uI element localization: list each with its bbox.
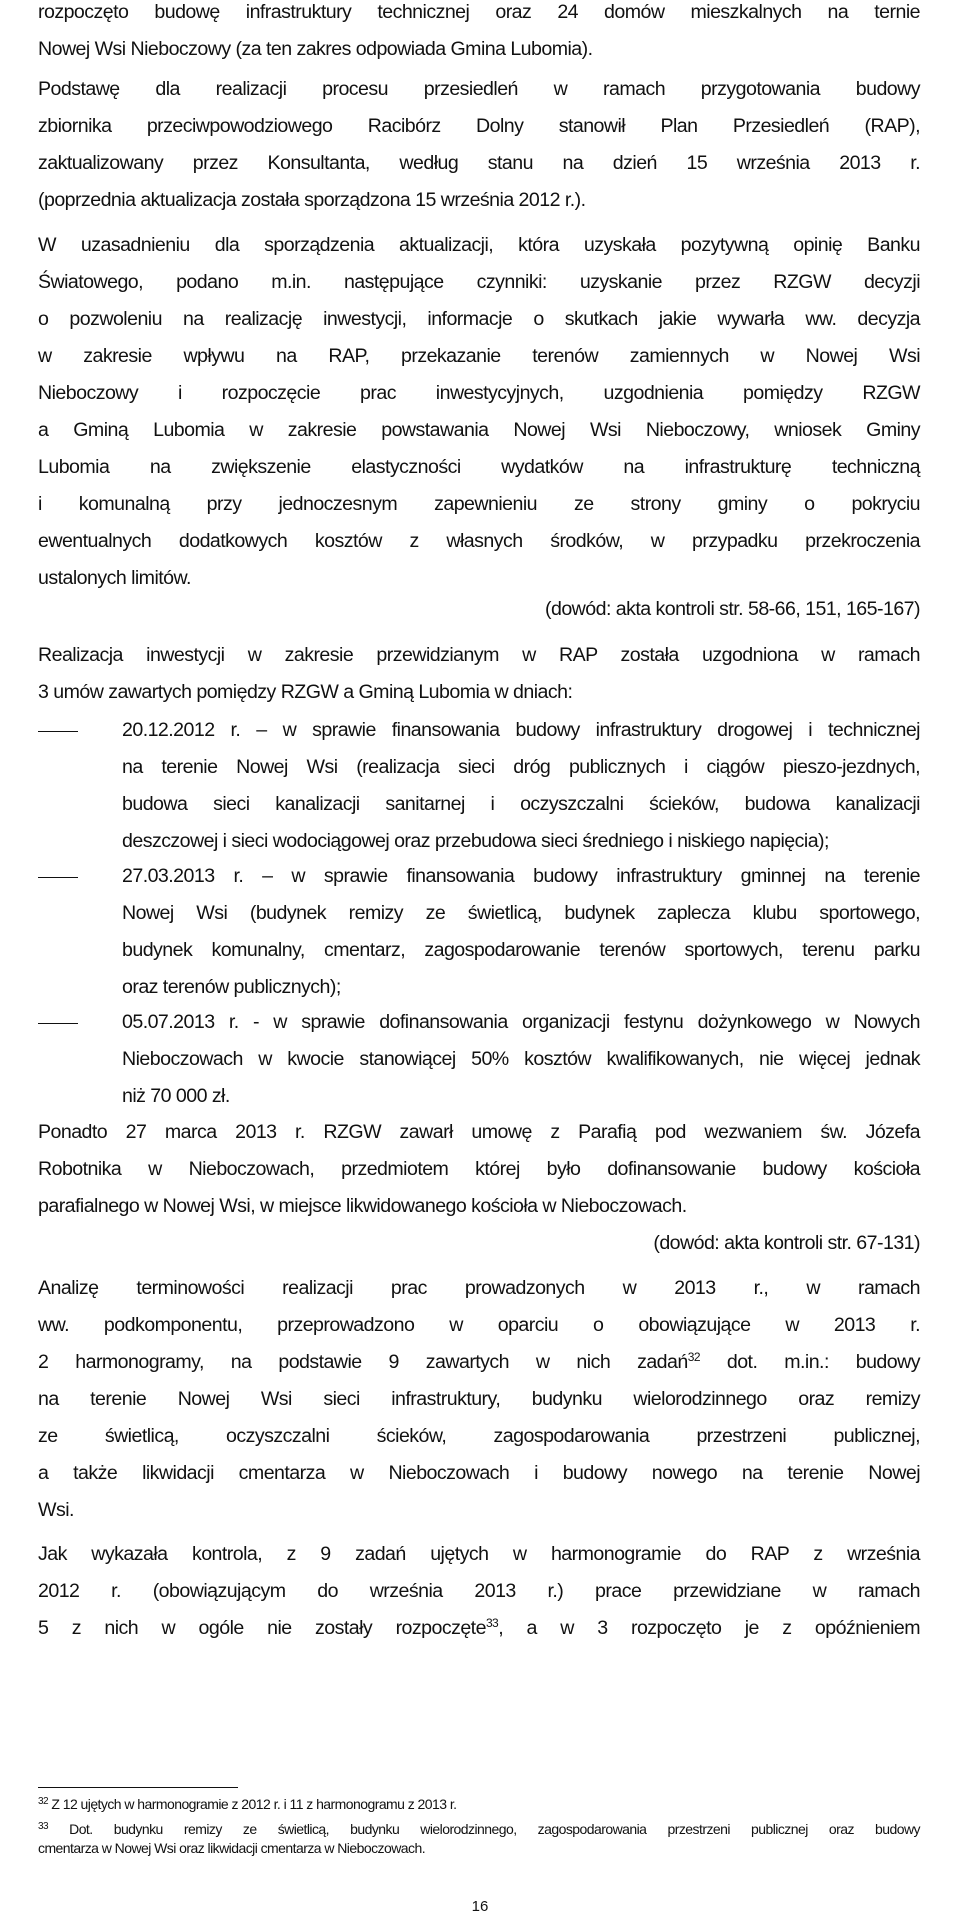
text-fragment: 5 z nich w ogóle nie zostały rozpoczęte xyxy=(38,1617,486,1639)
footnote-number: 33 xyxy=(38,1821,49,1832)
evidence-text: (dowód: akta kontroli str. 58-66, 151, 165-167) xyxy=(545,598,920,620)
footnote-text xyxy=(38,1795,920,1814)
text-line xyxy=(38,1344,920,1381)
paragraph-timeliness-analysis xyxy=(38,1270,920,1529)
text-fragment: , a w 3 rozpoczęto je z opóźnieniem xyxy=(498,1617,920,1639)
paragraph-continuation xyxy=(38,0,920,68)
paragraph-control-findings xyxy=(38,1536,920,1647)
footnote-ref[interactable]: 32 xyxy=(687,1350,700,1364)
text-line: zaktualizowany przez Konsultanta, według stanu na dzień 15 września 2013 r. xyxy=(38,152,920,174)
evidence-note xyxy=(38,591,920,628)
text-line: zbiornika przeciwpowodziowego Racibórz Dolny stanowił Plan Przesiedleń (RAP), xyxy=(38,115,920,137)
text-line: 05.07.2013 r. - w sprawie dofinansowania organizacji festynu dożynkowego w Nowych xyxy=(122,1011,920,1033)
text-line: 20.12.2012 r. – w sprawie finansowania budowy infrastruktury drogowej i technicznej xyxy=(122,719,920,741)
text-line: ewentualnych dodatkowych kosztów z własnych środków, w przypadku przekroczenia xyxy=(38,530,920,552)
list-item xyxy=(122,712,920,860)
text-line: w zakresie wpływu na RAP, przekazanie terenów zamiennych w Nowej Wsi xyxy=(38,345,920,367)
text-line: ze świetlicą, oczyszczalni ścieków, zagospodarowania przestrzeni publicznej, xyxy=(38,1425,920,1447)
footnote-text: cmentarza w Nowej Wsi oraz likwidacji cmentarza w Nieboczowach. xyxy=(38,1840,426,1856)
text-line: W uzasadnieniu dla sporządzenia aktualizacji, która uzyskała pozytywną opinię Banku xyxy=(38,234,920,256)
paragraph-agreements xyxy=(38,637,920,711)
dash-bullet-icon xyxy=(38,731,78,732)
text-fragment: 2 harmonogramy, na podstawie 9 zawartych w nich zadań xyxy=(38,1351,688,1373)
text-line: Analizę terminowości realizacji prac prowadzonych w 2013 r., w ramach xyxy=(38,1277,920,1299)
footnote-separator xyxy=(38,1787,238,1788)
text-line: Nieboczowach w kwocie stanowiącej 50% kosztów kwalifikowanych, nie więcej jednak xyxy=(122,1048,920,1070)
text-line: Nieboczowy i rozpoczęcie prac inwestycyjnych, uzgodnienia pomiędzy RZGW xyxy=(38,382,920,404)
text-line: Światowego, podano m.in. następujące czynniki: uzyskanie przez RZGW decyzji xyxy=(38,271,920,293)
text-fragment: dot. m.in.: budowy xyxy=(699,1351,920,1373)
text-line: Nowej Wsi (budynek remizy ze świetlicą, budynek zaplecza klubu sportowego, xyxy=(122,902,920,924)
text-line: budynek komunalny, cmentarz, zagospodarowanie terenów sportowych, terenu parku xyxy=(122,939,920,961)
text-line: (poprzednia aktualizacja została sporządzona 15 września 2012 r.). xyxy=(38,189,586,211)
paragraph-justification xyxy=(38,227,920,597)
text-fragment: Dot. budynku remizy ze świetlicą, budynku wielorodzinnego, zagospodarowania przestrzeni publicznej oraz budowy xyxy=(48,1821,920,1837)
text-line: budowa sieci kanalizacji sanitarnej i oczyszczalni ścieków, budowa kanalizacji xyxy=(122,793,920,815)
dash-bullet-icon xyxy=(38,1023,78,1024)
footnote-ref[interactable]: 33 xyxy=(485,1616,499,1630)
text-line: a Gminą Lubomia w zakresie powstawania Nowej Wsi Nieboczowy, wniosek Gminy xyxy=(38,419,920,441)
text-line: Podstawę dla realizacji procesu przesiedleń w ramach przygotowania budowy xyxy=(38,78,920,100)
text-line: Ponadto 27 marca 2013 r. RZGW zawarł umowę z Parafią pod wezwaniem św. Józefa xyxy=(38,1121,920,1143)
text-line: rozpoczęto budowę infrastruktury technicznej oraz 24 domów mieszkalnych na ternie xyxy=(38,1,920,23)
footnote-text xyxy=(38,1820,920,1839)
footnote-number: 32 xyxy=(38,1796,49,1807)
text-line: i komunalną przy jednoczesnym zapewnieniu ze strony gminy o pokryciu xyxy=(38,493,920,515)
evidence-note xyxy=(38,1225,920,1262)
text-line xyxy=(38,1610,920,1647)
text-line: oraz terenów publicznych); xyxy=(122,976,341,998)
evidence-text: (dowód: akta kontroli str. 67-131) xyxy=(653,1232,920,1254)
footnote-33 xyxy=(38,1820,920,1858)
list-item xyxy=(122,1004,920,1115)
text-line: parafialnego w Nowej Wsi, w miejsce likwidowanego kościoła w Nieboczowach. xyxy=(38,1195,687,1217)
text-line: na terenie Nowej Wsi sieci infrastruktury, budynku wielorodzinnego oraz remizy xyxy=(38,1388,920,1410)
text-fragment: Z 12 ujętych w harmonogramie z 2012 r. i 11 z harmonogramu z 2013 r. xyxy=(48,1796,457,1812)
page-number: 16 xyxy=(471,1898,489,1915)
text-line: a także likwidacji cmentarza w Nieboczowach i budowy nowego na terenie Nowej xyxy=(38,1462,920,1484)
text-line: Robotnika w Nieboczowach, przedmiotem której było dofinansowanie budowy kościoła xyxy=(38,1158,920,1180)
text-line: ustalonych limitów. xyxy=(38,567,191,589)
text-line: ww. podkomponentu, przeprowadzono w oparciu o obowiązujące w 2013 r. xyxy=(38,1314,920,1336)
text-line: Jak wykazała kontrola, z 9 zadań ujętych w harmonogramie do RAP z września xyxy=(38,1543,920,1565)
text-line: Nowej Wsi Nieboczowy (za ten zakres odpowiada Gmina Lubomia). xyxy=(38,38,593,60)
text-line: Realizacja inwestycji w zakresie przewidzianym w RAP została uzgodniona w ramach xyxy=(38,644,920,666)
text-line: Lubomia na zwiększenie elastyczności wydatków na infrastrukturę techniczną xyxy=(38,456,920,478)
text-line: niż 70 000 zł. xyxy=(122,1085,230,1107)
text-line: deszczowej i sieci wodociągowej oraz przebudowa sieci średniego i niskiego napięcia); xyxy=(122,830,829,852)
text-line: na terenie Nowej Wsi (realizacja sieci dróg publicznych i ciągów pieszo-jezdnych, xyxy=(122,756,920,778)
dash-bullet-icon xyxy=(38,877,78,878)
text-line: 3 umów zawartych pomiędzy RZGW a Gminą Lubomia w dniach: xyxy=(38,681,573,703)
list-item xyxy=(122,858,920,1006)
paragraph-rap-basis xyxy=(38,71,920,219)
text-line: 2012 r. (obowiązującym do września 2013 r.) prace przewidziane w ramach xyxy=(38,1580,920,1602)
text-line: Wsi. xyxy=(38,1499,74,1521)
paragraph-parish-agreement xyxy=(38,1114,920,1225)
text-line: o pozwoleniu na realizację inwestycji, informacje o skutkach jakie wywarła ww. decyzja xyxy=(38,308,920,330)
text-line: 27.03.2013 r. – w sprawie finansowania budowy infrastruktury gminnej na terenie xyxy=(122,865,920,887)
footnote-32 xyxy=(38,1795,920,1814)
